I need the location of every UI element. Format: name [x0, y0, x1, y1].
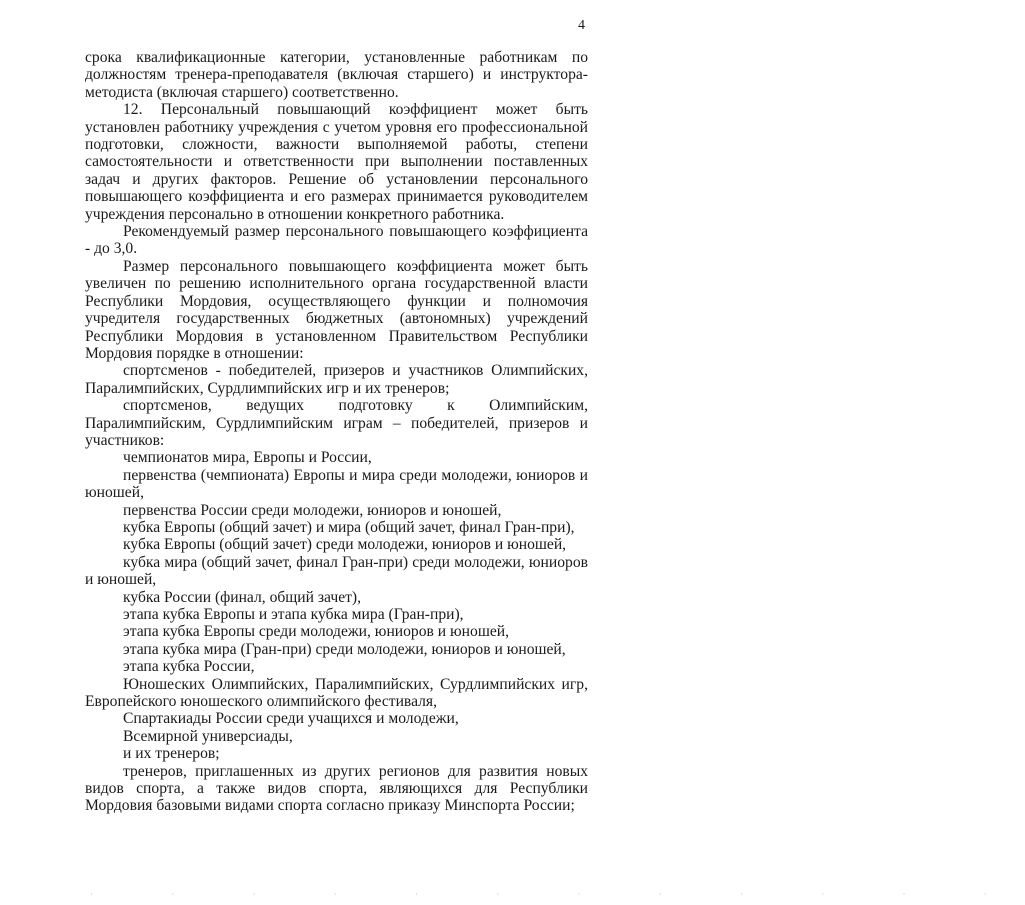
list-item: Юношеских Олимпийских, Паралимпийских, Сурдлимпийских игр, Европейского юношеского олимпийского фестиваля,: [85, 675, 588, 711]
list-item: первенства (чемпионата) Европы и мира среди молодежи, юниоров и юношей,: [85, 466, 588, 502]
list-item: Всемирной универсиады,: [123, 727, 293, 745]
list-item: этапа кубка Европы и этапа кубка мира (Гран-при),: [123, 606, 464, 623]
page-number: 4: [578, 18, 585, 33]
paragraph: спортсменов - победителей, призеров и участников Олимпийских, Паралимпийских, Сурдлимпийских игр и их тренеров;: [85, 362, 588, 397]
list-item: кубка Европы (общий зачет) и мира (общий зачет, финал Гран-при),: [123, 518, 575, 536]
list-item: кубка России (финал, общий зачет),: [123, 588, 362, 606]
document-body: [85, 49, 588, 815]
paragraph: 12. Персональный повышающий коэффициент может быть установлен работнику учреждения с учетом уровня его профессиональной подготовки, сложности, важности выполняемой работы, степени самостоятельности и ответственности при выполнении поставленных задач и других факторов. Решение об установлении персонального повышающего коэффициента и его размерах принимается руководителем учреждения персонально в отношении конкретного работника.: [85, 101, 588, 223]
list-item: кубка мира (общий зачет, финал Гран-при) среди молодежи, юниоров и юношей,: [85, 553, 588, 589]
list-item: чемпионатов мира, Европы и России,: [123, 449, 372, 467]
list-item: кубка Европы (общий зачет) среди молодежи, юниоров и юношей,: [123, 536, 567, 554]
list-item: этапа кубка Европы среди молодежи, юниоров и юношей,: [123, 623, 509, 641]
list-item: этапа кубка мира (Гран-при) среди молодежи, юниоров и юношей,: [123, 640, 566, 658]
list-item: Спартакиады России среди учащихся и молодежи,: [123, 710, 459, 728]
list-item: и их тренеров;: [123, 745, 220, 763]
paragraph: Размер персонального повышающего коэффициента может быть увеличен по решению исполнительного органа государственной власти Республики Мордовия, осуществляющего функции и полномочия учредителя государственных бюджетных (автономных) учреждений Республики Мордовия в установленном Правительством Республики Мордовия порядке в отношении:: [85, 257, 588, 362]
paragraph: Рекомендуемый размер персонального повышающего коэффициента - до 3,0.: [85, 223, 588, 258]
list-item: первенства России среди молодежи, юниоров и юношей,: [123, 501, 502, 519]
scan-artifacts: · · · · · · · · · · · ·: [90, 889, 1025, 899]
paragraph: спортсменов, ведущих подготовку к Олимпийским, Паралимпийским, Сурдлимпийским играм – победителей, призеров и участников:: [85, 397, 588, 449]
list-item: этапа кубка России,: [123, 658, 255, 676]
paragraph: срока квалификационные категории, установленные работникам по должностям тренера-преподавателя (включая старшего) и инструктора-методиста (включая старшего) соответственно.: [85, 49, 588, 101]
paragraph: тренеров, приглашенных из других регионов для развития новых видов спорта, а также видов спорта, являющихся для Республики Мордовия базовыми видами спорта согласно приказу Минспорта России;: [85, 762, 588, 815]
